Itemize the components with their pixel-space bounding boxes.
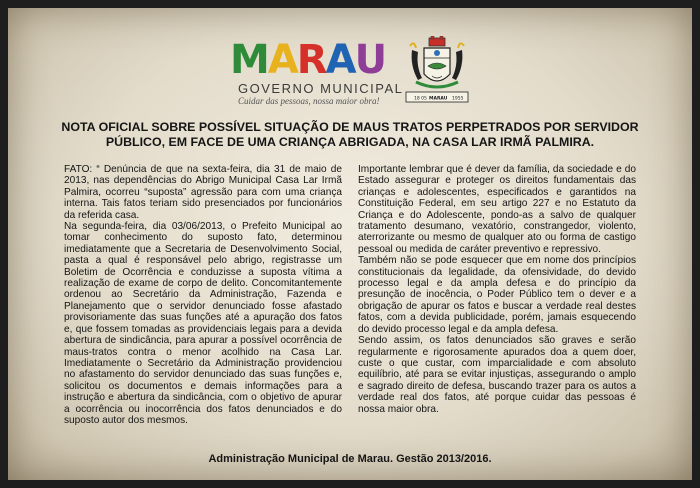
- right-column: [358, 164, 636, 415]
- paragraph: Importante lembrar que é dever da família, da sociedade e do Estado assegurar e proteger os direitos fundamentais das crianças e adolescentes, especificados e garantidos na Constituição Federal, em seu artigo 227 e no Estatuto da Criança e do Adolescente, pondo-as a salvo de qualquer tratamento desumano, vexatório, constrangedor, violento, aterrorizante ou mesmo de qualquer ato ou forma de castigo pessoal ou medida de caráter preventivo e repressivo.: [358, 164, 636, 255]
- left-column: [64, 164, 342, 426]
- marau-logo: [230, 37, 404, 108]
- paragraph: Na segunda-feira, dia 03/06/2013, o Prefeito Municipal ao tomar conhecimento do suposto fato, determinou imediatamente que a Secretaria de Desenvolvimento Social, pasta a qual é responsável pelo abrigo, registrasse um Boletim de Ocorrência e conduzisse a suposta vítima a realização de exame de corpo de delito. Concomitantemente ordenou ao Secretário da Administração, Fazenda e Planejamento que o servidor denunciado fosse afastado provisoriamente das suas funções até a apuração dos fatos e, que fossem tomadas as providenciais legais para a devida abertura de sindicância, para apurar a possível ocorrência de maus-tratos contra o menor acolhido na Casa Lar. Imediatamente o Secretário da Administração providenciou no afastamento do servidor denunciado das suas funções e, solicitou os documentos e demais informações para a instrução e abertura da sindicância, com o objetivo de apurar a ocorrência ou inocorrência dos fatos denunciados e do suposto autor dos mesmos.: [64, 221, 342, 426]
- logo-subtitle: GOVERNO MUNICIPAL: [238, 81, 404, 96]
- paragraph: FATO: “ Denúncia de que na sexta-feira, dia 31 de maio de 2013, nas dependências do Abrigo Municipal Casa Lar Irmã Palmira, ocorreu “suposta” agressão para com uma criança interna. Tais fatos teriam sido presenciados por funcionários da referida casa.: [64, 164, 342, 221]
- crest-ribbon-right: 1955: [452, 96, 464, 102]
- crest-ribbon-left: 18 05: [414, 96, 427, 102]
- header: [8, 38, 692, 108]
- logo-letter: M: [230, 37, 268, 83]
- page-title: NOTA OFICIAL SOBRE POSSÍVEL SITUAÇÃO DE MAUS TRATOS PERPETRADOS POR SERVIDOR PÚBLICO, EM FACE DE UMA CRIANÇA ABRIGADA, NA CASA LAR IRMÃ PALMIRA.: [61, 120, 639, 149]
- logo-wordmark: [230, 38, 385, 82]
- logo-letter: U: [354, 37, 386, 83]
- municipal-coat-of-arms-icon: [402, 36, 472, 108]
- logo-letter: A: [325, 37, 355, 83]
- paragraph: Sendo assim, os fatos denunciados são graves e serão regularmente e rigorosamente apurados doa a quem doer, custe o que custar, com imparcialidade e com absoluto equilíbrio, até para se evitar injustiças, assegurando o amplo e sagrado direito de defesa, buscando trazer para os autos a verdade real dos fatos, até porque cuidar das pessoas é nossa maior obra.: [358, 335, 636, 415]
- logo-tagline: Cuidar das pessoas, nossa maior obra!: [238, 96, 380, 106]
- parchment-background: [8, 8, 692, 480]
- crest-ribbon-center: MARAU: [429, 96, 448, 102]
- footer-signature: Administração Municipal de Marau. Gestão 2013/2016.: [208, 453, 492, 465]
- logo-letter: A: [267, 37, 297, 83]
- logo-letter: R: [296, 37, 326, 83]
- paragraph: Também não se pode esquecer que em nome dos princípios constitucionais da legalidade, da ofensividade, do devido processo legal e da ampla defesa e do princípio da presunção de inocência, o Poder Público tem o dever e a obrigação de apurar os fatos e buscar a verdade real destes fatos, com a devida publicidade, porém, jamais esquecendo do devido processo legal e da ampla defesa.: [358, 255, 636, 335]
